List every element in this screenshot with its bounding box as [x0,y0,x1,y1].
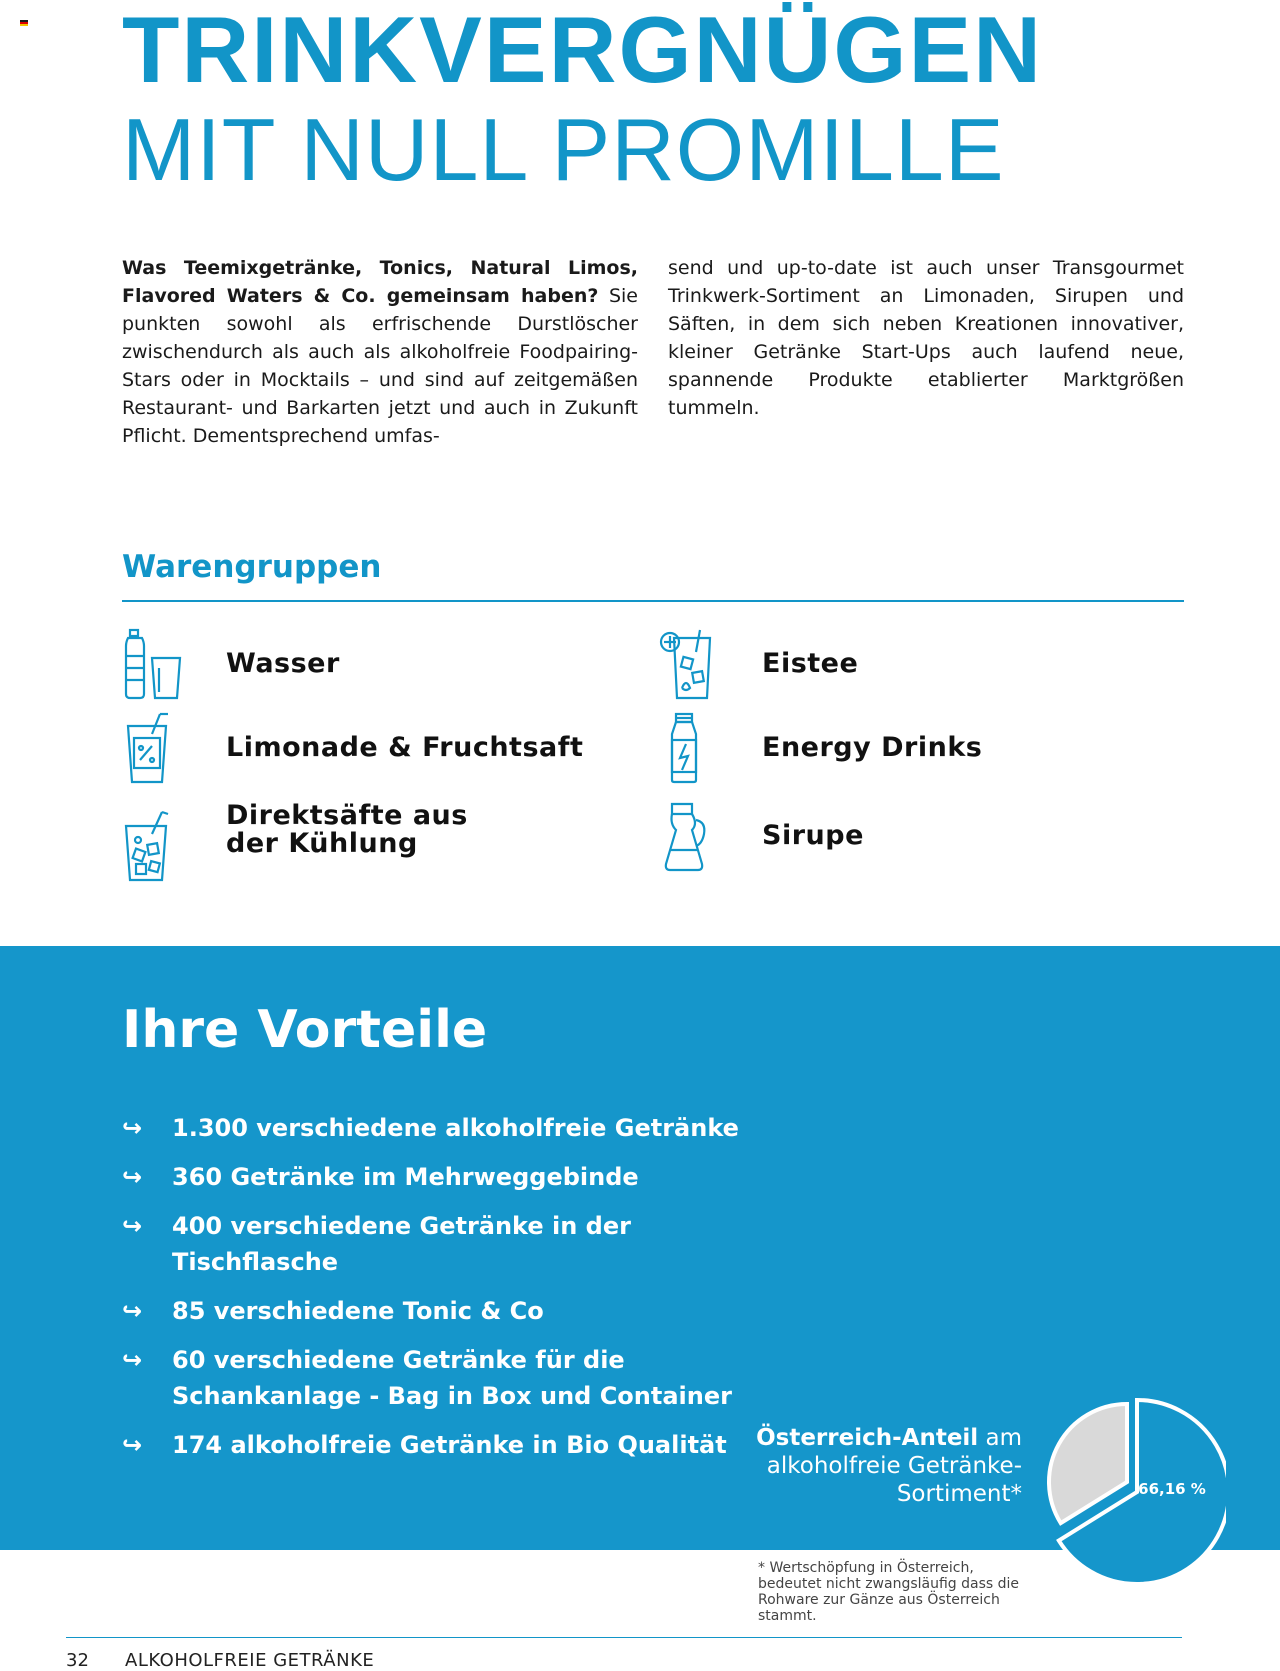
footnote: * Wertschöpfung in Österreich, bedeutet nicht zwangsläufig dass die Rohware zur Gänze aus Österreich stammt. [758,1560,1020,1624]
advantage-text: 1.300 verschiedene alkoholfreie Getränke [172,1114,739,1142]
water-bottle-glass-icon [122,628,184,700]
list-item [122,1110,772,1146]
juice-ice-glass-icon [122,810,184,882]
arrow-hook-icon: ↪ [122,1346,143,1374]
advantage-text: 85 verschiedene Tonic & Co [172,1297,544,1325]
arrow-hook-icon: ↪ [122,1114,143,1142]
advantage-text: 60 verschiedene Getränke für die Schankanlage - Bag in Box und Container [172,1346,732,1410]
list-item [122,1293,772,1329]
lemonade-glass-icon [122,712,184,784]
share-label [756,1424,1022,1508]
advantage-text: 174 alkoholfreie Getränke in Bio Qualität [172,1431,727,1459]
advantages-list [122,1110,772,1476]
list-item [122,1208,772,1280]
footer-section-label: ALKOHOLFREIE GETRÄNKE [125,1650,375,1671]
page-title-line2: MIT NULL PROMILLE [122,100,1005,199]
energy-drink-bottle-icon [658,712,720,784]
arrow-hook-icon: ↪ [122,1297,143,1325]
group-label: Energy Drinks [762,732,983,763]
iced-tea-glass-icon [658,628,720,700]
intro-bold-lead: Was Teemixgetränke, Tonics, Natural Limos, Flavored Waters & Co. gemeinsam haben? [122,257,638,307]
list-item [122,1159,772,1195]
group-item-limonade [122,712,584,784]
arrow-hook-icon: ↪ [122,1212,143,1240]
group-label-line1: Direktsäfte aus [226,800,468,831]
advantages-title: Ihre Vorteile [122,1000,488,1060]
share-label-line3: Sortiment* [896,1481,1022,1507]
share-label-bold: Österreich-Anteil [756,1425,979,1451]
group-item-energy-drinks [658,712,983,784]
group-item-sirupe [658,800,864,872]
page-title-line1: TRINKVERGNÜGEN [122,0,1044,102]
syrup-jug-icon [658,800,720,872]
group-label: Wasser [226,648,340,679]
intro-left-column [122,254,638,450]
arrow-hook-icon: ↪ [122,1431,143,1459]
arrow-hook-icon: ↪ [122,1163,143,1191]
share-pie-chart [1036,1388,1226,1588]
pie-percent-label: 66,16 % [1138,1480,1206,1498]
group-item-eistee [658,628,859,700]
footer-divider [66,1637,1182,1638]
section-divider [122,600,1184,602]
list-item [122,1342,772,1414]
intro-left-text: Sie punkten sowohl als erfrischende Durstlöscher zwischendurch als auch als alkoholfreie Foodpairing-Stars oder in Mocktails – und sind auf zeitgemäßen Restaurant- und Barkarten jetzt und auch in Zukunft Pflicht. Dementsprechend umfas- [122,285,638,447]
flag-icon [20,20,28,26]
group-label: Eistee [762,648,859,679]
warengruppen-title: Warengruppen [122,549,382,585]
group-label [226,802,468,858]
group-label-line2: der Kühlung [226,828,418,859]
share-label-rest: am [978,1425,1022,1451]
page-number: 32 [66,1650,89,1671]
group-label: Limonade & Fruchtsaft [226,732,584,763]
group-item-wasser [122,628,340,700]
group-label: Sirupe [762,820,864,851]
list-item [122,1427,772,1463]
advantage-text: 400 verschiedene Getränke in der Tischflasche [172,1212,631,1276]
advantage-text: 360 Getränke im Mehrweggebinde [172,1163,639,1191]
group-item-direktsaefte [122,800,468,882]
share-label-line2: alkoholfreie Getränke- [766,1453,1022,1479]
intro-right-column: send und up-to-date ist auch unser Transgourmet Trinkwerk-Sortiment an Limonaden, Sirupen und Säften, in dem sich neben Kreationen innovativer, kleiner Getränke Start-Ups auch laufend neue, spannende Produkte etablierter Marktgrößen tummeln. [668,257,1184,419]
